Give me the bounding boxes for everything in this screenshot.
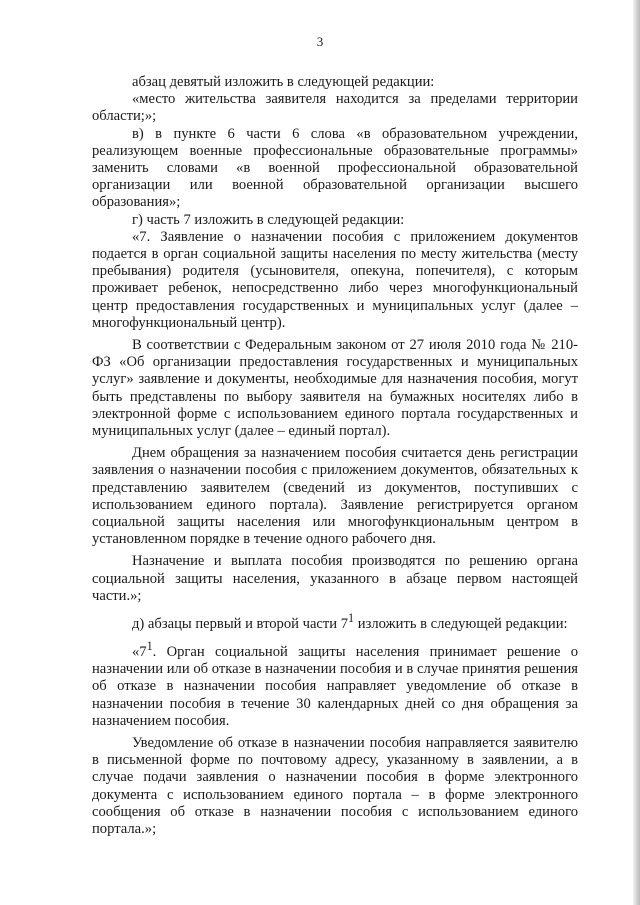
superscript: 1 (146, 639, 153, 654)
paragraph-6: В соответствии с Федеральным законом от 27 июля 2010 года № 210-ФЗ «Об организации предоставления государственных и муниципальных услуг» заявление и документы, необходимые для назначения пособия, могут быть представлены по выбору заявителя на бумажных носителях либо в электронной форме с использованием единого портала государственных и муниципальных услуг (далее – единый портал). (92, 337, 578, 440)
paragraph-8: Назначение и выплата пособия производятся по решению органа социальной защиты населения, указанного в абзаце первом настоящей части.»; (92, 553, 578, 604)
paragraph-11: Уведомление об отказе в назначении пособия направляется заявителю в письменной форме по почтовому адресу, указанному в заявлении, а в случае подачи заявления о назначении пособия в форме электронного документа с использованием единого портала – в форме электронного сообщения об отказе в назначении пособия с использованием единого портала.»; (92, 735, 578, 838)
document-body (92, 74, 578, 838)
paragraph-9-text: д) абзацы первый и второй части 7 (132, 615, 349, 632)
paragraph-10 (92, 638, 578, 730)
page-number: 3 (316, 34, 324, 49)
paragraph-3: в) в пункте 6 части 6 слова «в образовательном учреждении, реализующем военные профессиональные образовательные программы» заменить словами «в военной профессиональной образовательной организации или военной образовательной организации высшего образования»; (92, 125, 578, 211)
scan-edge-shadow (633, 0, 640, 905)
paragraph-9 (92, 610, 578, 633)
paragraph-5: «7. Заявление о назначении пособия с приложением документов подается в орган социальной защиты населения по месту жительства (месту пребывания) родителя (усыновителя, опекуна, попечителя), с которым проживает ребенок, непосредственно либо через многофункциональный центр предоставления государственных и муниципальных услуг (далее – многофункциональный центр). (92, 228, 578, 331)
paragraph-9-text-end: изложить в следующей редакции: (354, 615, 568, 632)
paragraph-10-text-end: . Орган социальной защиты населения принимает решение о назначении или об отказе в назначении пособия и в случае принятия решения об отказе в назначении пособия направляет уведомление об отказе в назначении пособия в течение 30 календарных дней со дня обращения за назначением пособия. (92, 644, 578, 729)
paragraph-10-text: «7 (132, 644, 147, 661)
paragraph-1: абзац девятый изложить в следующей редакции: (132, 74, 435, 90)
paragraph-4: г) часть 7 изложить в следующей редакции: (132, 211, 405, 228)
paragraph-7: Днем обращения за назначением пособия считается день регистрации заявления о назначении пособия с приложением документов, обязательных к представлению заявителем (сведений из документов, поступивших с использованием единого портала). Заявление регистрируется органом социальной защиты населения или многофункциональным центром в установленном порядке в течение одного рабочего дня. (92, 445, 578, 548)
superscript: 1 (348, 611, 355, 626)
paragraph-2: «место жительства заявителя находится за пределами территории области;»; (92, 91, 578, 125)
